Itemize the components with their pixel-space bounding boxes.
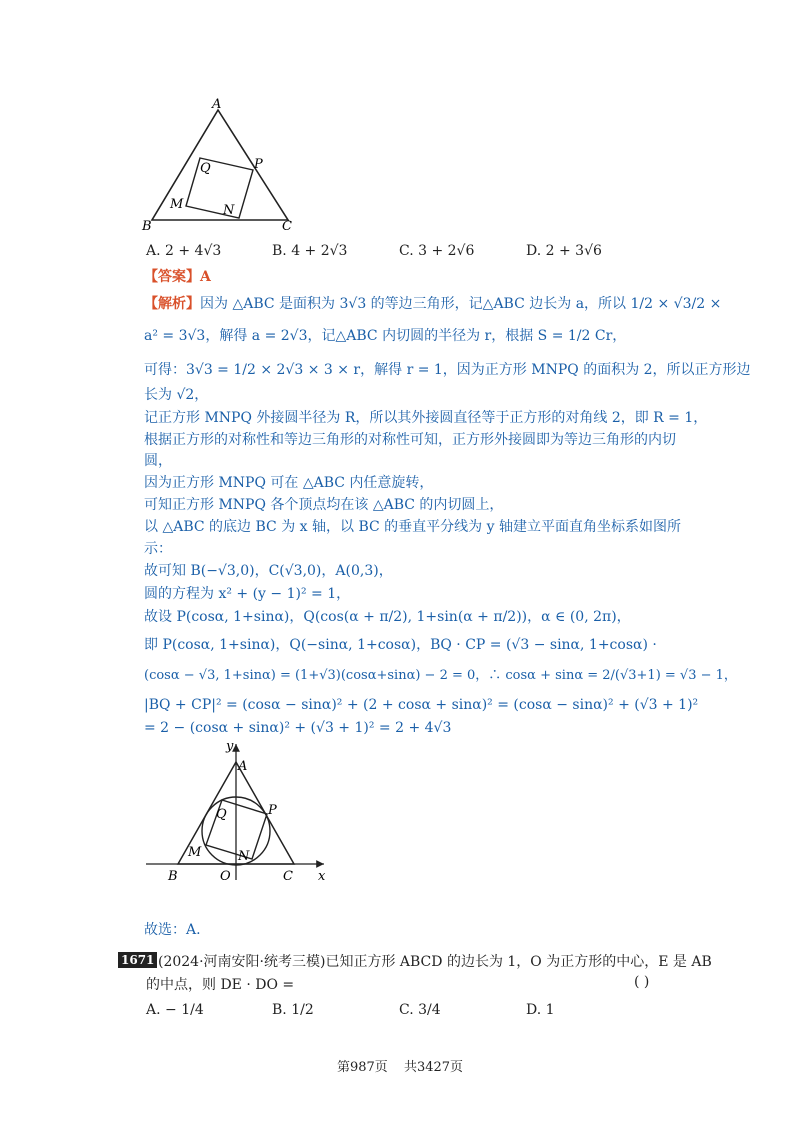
label-O2: O: [220, 869, 231, 884]
solution-line-14: 即 P(cosα, 1+sinα)，Q(−sinα, 1+cosα)，BQ · CP = (√3 − sinα, 1+cosα) ·: [144, 637, 657, 653]
options-bottom: [146, 1002, 555, 1018]
solution-line-12: 圆的方程为 x² + (y − 1)² = 1，: [144, 586, 351, 602]
label-B: B: [142, 219, 152, 234]
label-A: A: [212, 98, 222, 112]
label-P: P: [254, 157, 263, 172]
solution-line-1: a² = 3√3，解得 a = 2√3，记△ABC 内切圆的半径为 r，根据 S = 1/2 Cr，: [144, 328, 627, 344]
solution-line-3: 长为 √2，: [144, 387, 209, 403]
figure-triangle-square: [140, 98, 300, 238]
page-total: 共3427页: [403, 1060, 464, 1075]
solution-line-15: (cosα − √3, 1+sinα) = (1+√3)(cosα+sinα) − 2 = 0，∴ cosα + sinα = 2/(√3+1) = √3 − 1，: [144, 668, 737, 683]
label-C2: C: [283, 869, 293, 884]
solution-line-13: 故设 P(cosα, 1+sinα)，Q(cos(α + π/2), 1+sin(α + π/2))，α ∈ (0, 2π)，: [144, 609, 631, 625]
option-d: D. 1: [526, 1002, 555, 1018]
solution-tag: 【解析】: [144, 296, 200, 312]
solution-line-4: 记正方形 MNPQ 外接圆半径为 R，所以其外接圆直径等于正方形的对角线 2，即 R = 1，: [144, 410, 708, 426]
option-b: B. 1/2: [272, 1002, 314, 1018]
solution-line-16: |BQ + CP|² = (cosα − sinα)² + (2 + cosα + sinα)² = (cosα − sinα)² + (√3 + 1)²: [144, 697, 699, 713]
question-answer-paren: ( ): [634, 974, 650, 990]
option-b: B. 4 + 2√3: [272, 243, 348, 259]
axis-label-y: y: [226, 739, 234, 754]
label-C: C: [282, 219, 292, 234]
label-M2: M: [188, 845, 202, 860]
options-top: [146, 243, 602, 259]
label-Q2: Q: [216, 807, 227, 822]
question-line-1: (2024·河南安阳·统考三模)已知正方形 ABCD 的边长为 1，O 为正方形的中心，E 是 AB: [158, 954, 712, 970]
conclusion: 故选：A.: [144, 922, 201, 938]
label-N2: N: [238, 849, 250, 864]
label-Q: Q: [200, 161, 211, 176]
page-footer: [0, 1056, 800, 1075]
option-d: D. 2 + 3√6: [526, 243, 602, 259]
solution-line-7: 因为正方形 MNPQ 可在 △ABC 内任意旋转，: [144, 475, 434, 491]
figure-coordinate: [140, 738, 340, 886]
solution-line-11: 故可知 B(−√3,0)，C(√3,0)，A(0,3)，: [144, 563, 393, 579]
solution-line-0: [144, 294, 721, 314]
solution-line-2: 可得：3√3 = 1/2 × 2√3 × 3 × r，解得 r = 1，因为正方形 MNPQ 的面积为 2，所以正方形边: [144, 362, 751, 378]
label-N: N: [223, 203, 235, 218]
label-M: M: [170, 197, 184, 212]
solution-line-10: 示：: [144, 541, 172, 557]
question-number: 1671: [118, 952, 157, 968]
option-a: A. − 1/4: [146, 1002, 204, 1018]
solution-text-0: 因为 △ABC 是面积为 3√3 的等边三角形，记△ABC 边长为 a，所以 1/2 × √3/2 ×: [200, 296, 722, 312]
label-A2: A: [238, 759, 248, 774]
option-c: C. 3/4: [399, 1002, 441, 1018]
solution-line-8: 可知正方形 MNPQ 各个顶点均在该 △ABC 的内切圆上，: [144, 497, 504, 513]
option-c: C. 3 + 2√6: [399, 243, 475, 259]
label-P2: P: [268, 803, 277, 818]
solution-line-6: 圆，: [144, 453, 172, 469]
answer: 【答案】A: [144, 269, 211, 285]
solution-line-5: 根据正方形的对称性和等边三角形的对称性可知，正方形外接圆即为等边三角形的内切: [144, 432, 676, 448]
page-number: 第987页: [336, 1060, 388, 1075]
axis-label-x: x: [318, 869, 326, 884]
option-a: A. 2 + 4√3: [146, 243, 222, 259]
label-B2: B: [168, 869, 178, 884]
question-line-2: 的中点，则 DE · DO =: [146, 977, 295, 993]
solution-line-17: = 2 − (cosα + sinα)² + (√3 + 1)² = 2 + 4√3: [144, 720, 452, 736]
solution-line-9: 以 △ABC 的底边 BC 为 x 轴，以 BC 的垂直平分线为 y 轴建立平面直角坐标系如图所: [144, 519, 681, 535]
